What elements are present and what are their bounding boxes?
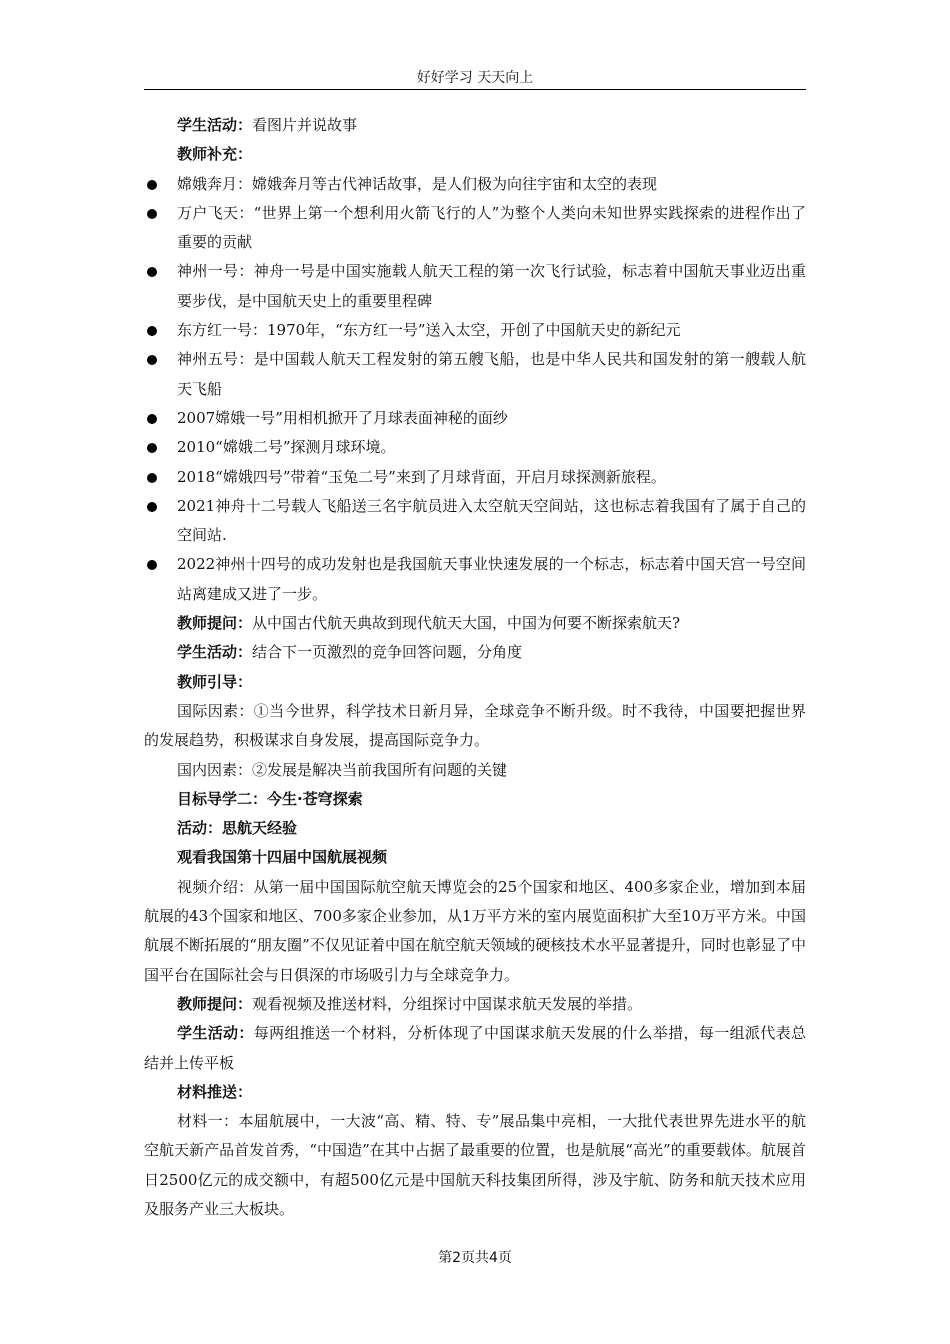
material-one: 材料一：本届航展中，一大波“高、精、特、专”展品集中亮相，一大批代表世界先进水平的航空航天新产品首发首秀，“中国造”在其中占据了最重要的位置，也是航展“高光”的重要载体。航展首日2500亿元的成交额中，有超500亿元是中国航天科技集团所得，涉及宇航、防务和航天技术应用及服务产业三大板块。	[144, 1112, 806, 1218]
student-activity-line	[144, 638, 806, 667]
bullet-text: 2022神州十四号的成功发射也是我国航天事业快速发展的一个标志，标志着中国天宫一号空间站离建成又进了一步。	[177, 555, 806, 603]
label: 教师提问：	[177, 614, 253, 633]
label: 教师提问：	[177, 994, 253, 1013]
bullet-text: 2007嫦娥一号”用相机掀开了月球表面神秘的面纱	[177, 408, 508, 427]
page-number: 第2页共4页	[438, 1250, 512, 1266]
bullet-icon	[147, 560, 157, 570]
bullet-item	[144, 550, 806, 609]
label: 学生活动：	[177, 643, 253, 662]
bullet-icon	[147, 414, 157, 424]
bullet-text: 万户飞天：“世界上第一个想利用火箭飞行的人”为整个人类向未知世界实践探索的进程作出了重要的贡献	[177, 203, 806, 252]
bullet-icon	[147, 355, 157, 365]
document-body	[144, 111, 806, 1224]
bullet-text: 2018“嫦娥四号”带着“玉兔二号”来到了月球背面，开启月球探测新旅程。	[177, 467, 666, 486]
label: 学生活动：	[177, 116, 253, 134]
bullet-text: 2021神舟十二号载人飞船送三名宇航员进入太空航天空间站，这也标志着我国有了属于自己的空间站.	[177, 496, 806, 545]
teacher-question-line	[144, 609, 806, 638]
video-intro: 视频介绍：从第一届中国国际航空航天博览会的25个国家和地区、400多家企业，增加到本届航展的43个国家和地区、700多家企业参加，从1万平方米的室内展览面积扩大至10万平方米。中国航展不断拓展的“朋友圈”不仅见证着中国在航空航天领域的硬核技术水平显著提升，同时也彰显了中国平台在国际社会与日俱深的市场吸引力与全球竞争力。	[144, 877, 806, 984]
section-heading: 目标导学二：今生·苍穹探索	[177, 789, 363, 808]
bullet-item	[144, 492, 806, 551]
material-push-label: 材料推送：	[177, 1082, 253, 1101]
bullet-text: 神州一号：神舟一号是中国实施载人航天工程的第一次飞行试验，标志着中国航天事业迈出重要步伐，是中国航天史上的重要里程碑	[177, 262, 806, 310]
video-heading: 观看我国第十四届中国航展视频	[177, 848, 388, 867]
bullet-icon	[147, 209, 157, 219]
bullet-icon	[147, 502, 157, 512]
bullet-item	[144, 345, 806, 404]
international-factor: 国际因素：①当今世界，科学技术日新月异，全球竞争不断升级。时不我待，中国要把握世界的发展趋势，积极谋求自身发展，提高国际竞争力。	[144, 701, 806, 750]
bullet-icon	[147, 326, 157, 336]
teacher-guide-label: 教师引导：	[177, 672, 253, 691]
text: 看图片并说故事	[252, 116, 358, 134]
student-activity-para	[144, 1019, 806, 1078]
bullet-text: 2010“嫦娥二号”探测月球环境。	[177, 438, 396, 457]
header-divider	[144, 89, 806, 90]
page-header: 好好学习 天天向上	[416, 70, 534, 86]
domestic-factor: 国内因素：②发展是解决当前我国所有问题的关键	[177, 760, 508, 779]
bullet-item	[144, 433, 806, 462]
text: 结合下一页激烈的竞争回答问题，分角度	[252, 643, 523, 662]
activity-heading: 活动：思航天经验	[177, 819, 298, 838]
bullet-text: 嫦娥奔月：嫦娥奔月等古代神话故事，是人们极为向往宇宙和太空的表现	[177, 174, 658, 193]
label: 学生活动：	[177, 1024, 254, 1043]
text: 从中国古代航天典故到现代航天大国，中国为何要不断探索航天?	[252, 614, 681, 633]
teacher-question-line	[144, 990, 806, 1019]
bullet-item	[144, 316, 806, 345]
bullet-item	[144, 404, 806, 433]
bullet-icon	[147, 267, 157, 277]
bullet-icon	[147, 180, 157, 190]
text: 观看视频及推送材料，分组探讨中国谋求航天发展的举措。	[252, 994, 643, 1013]
bullet-icon	[147, 443, 157, 453]
student-activity-line	[144, 111, 806, 140]
bullet-text: 东方红一号：1970年，“东方红一号”送入太空，开创了中国航天史的新纪元	[177, 321, 681, 340]
bullet-item	[144, 199, 806, 258]
text: 每两组推送一个材料，分析体现了中国谋求航天发展的什么举措，每一组派代表总结并上传平板	[144, 1024, 806, 1072]
teacher-supplement-label: 教师补充：	[177, 145, 253, 164]
bullet-text: 神州五号：是中国载人航天工程发射的第五艘飞船，也是中华人民共和国发射的第一艘载人航天飞船	[177, 350, 806, 398]
bullet-icon	[147, 473, 157, 483]
bullet-item	[144, 257, 806, 316]
bullet-item	[144, 463, 806, 492]
bullet-item	[144, 170, 806, 199]
